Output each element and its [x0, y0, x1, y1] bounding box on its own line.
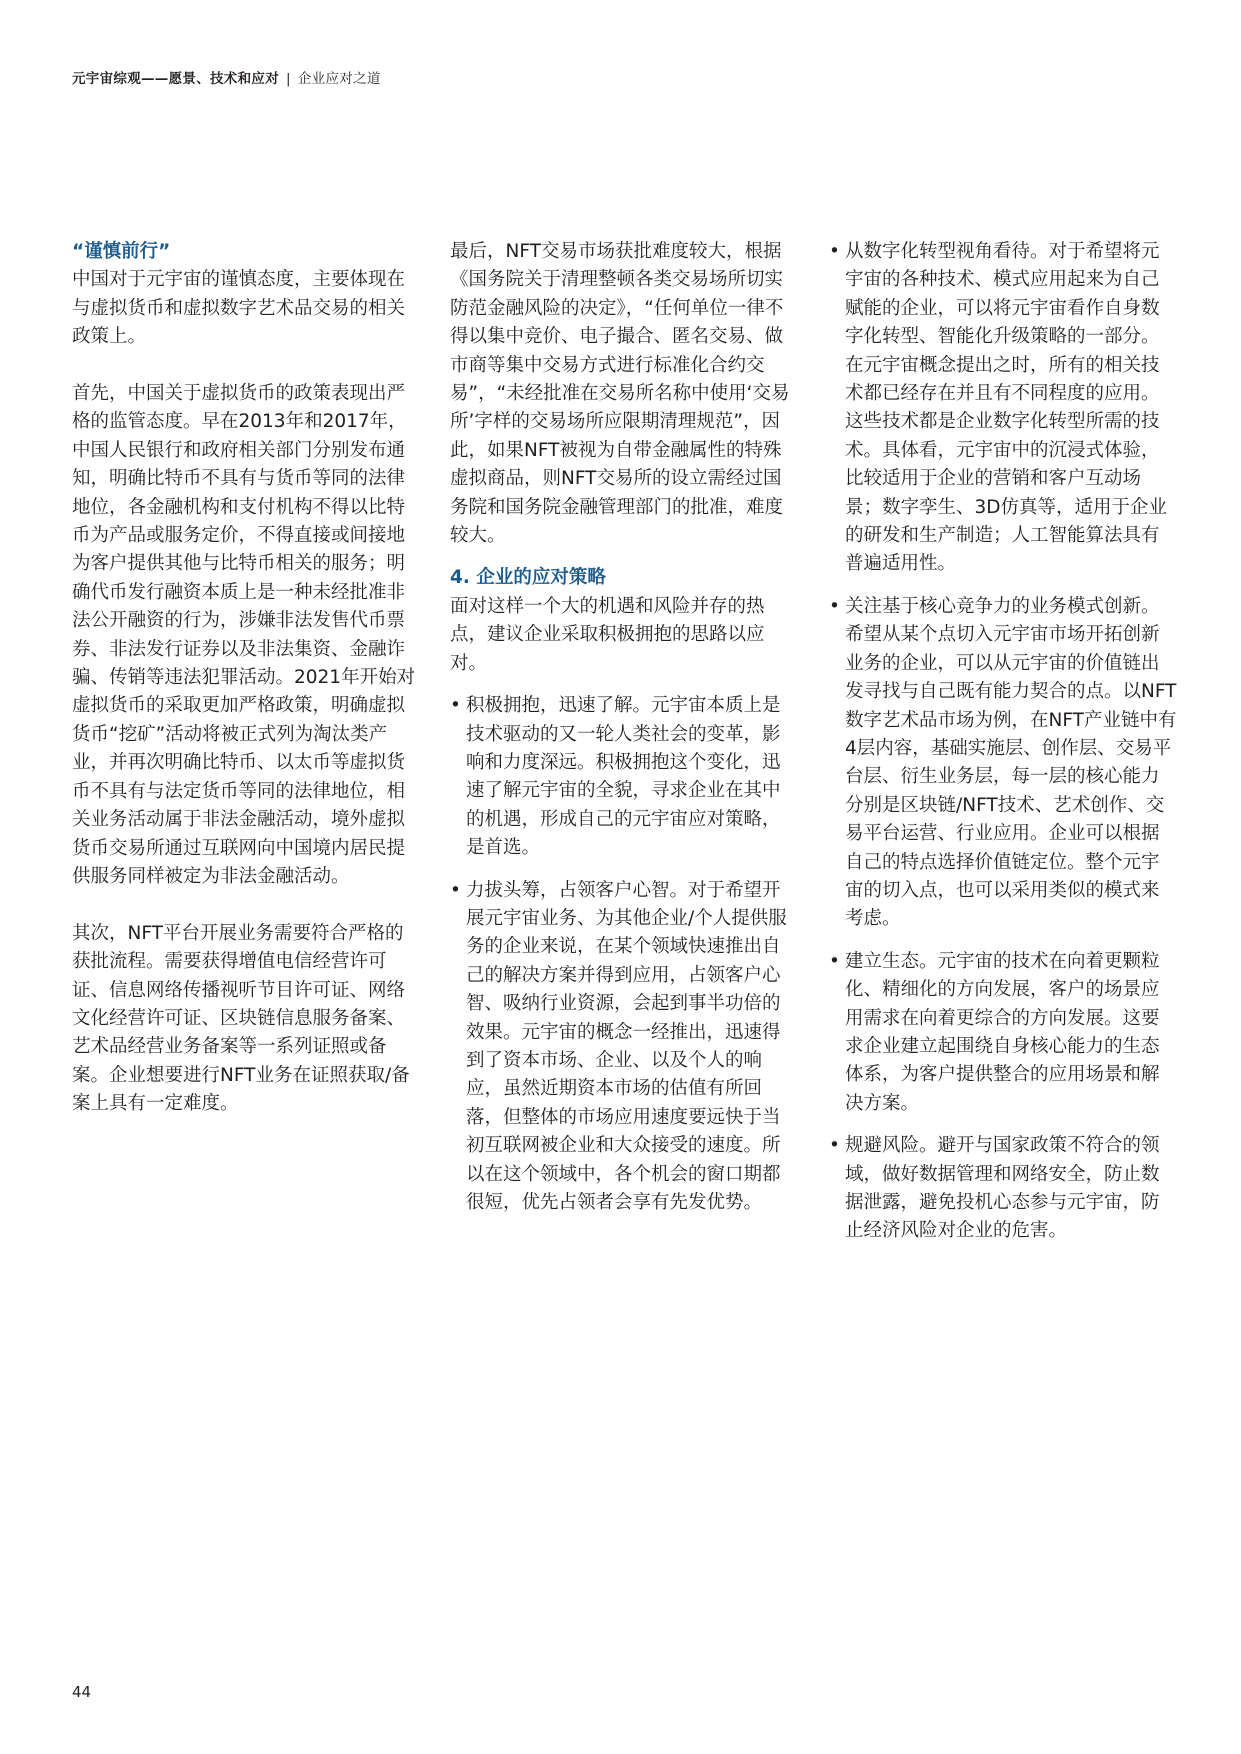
bullet-item: • 规避风险。避开与国家政策不符合的领域，做好数据管理和网络安全，防止数据泄露，避免投机心态参与元宇宙，防止经济风险对企业的危害。 — [829, 1132, 1177, 1246]
header-separator: | — [286, 71, 291, 87]
paragraph: 首先，中国关于虚拟货币的政策表现出严格的监管态度。早在2013年和2017年，中国人民银行和政府相关部门分别发布通知，明确比特币不具有与货币等同的法律地位，各金融机构和支付机构不得以比特币为产品或服务定价，不得直接或间接地为客户提供其他与比特币相关的服务；明确代币发行融资本质上是一种未经批准非法公开融资的行为，涉嫌非法发售代币票券、非法发行证券以及非法集资、金融诈骗、传销等违法犯罪活动。2021年开始对虚拟货币的采取更加严格政策，明确虚拟货币“挖矿”活动将被正式列为淘汰类产业，并再次明确比特币、以太币等虚拟货币不具有与法定货币等同的法律地位，相关业务活动属于非法金融活动，境外虚拟货币交易所通过互联网向中国境内居民提供服务同样被定为非法金融活动。 — [72, 383, 416, 887]
paragraph: 面对这样一个大的机遇和风险并存的热点，建议企业采取积极拥抱的思路以应对。 — [450, 595, 765, 674]
column-1 — [72, 238, 420, 1119]
running-header — [72, 67, 381, 87]
paragraph: 最后，NFT交易市场获批难度较大，根据《国务院关于清理整顿各类交易场所切实防范金融风险的决定》，“任何单位一律不得以集中竞价、电子撮合、匿名交易、做市商等集中交易方式进行标准化合约交易”，“未经批准在交易所名称中使用‘交易所’字样的交易场所应限期清理规范”，因此，如果NFT被视为自带金融属性的特殊虚拟商品，则NFT交易所的设立需经过国务院和国务院金融管理部门的批准，难度较大。 — [450, 241, 790, 547]
section-heading-strategy: 4. 企业的应对策略 — [450, 567, 606, 589]
paragraph: 其次，NFT平台开展业务需要符合严格的获批流程。需要获得增值电信经营许可证、信息网络传播视听节目许可证、网络文化经营许可证、区块链信息服务备案、艺术品经营业务备案等一系列证照或备案。企业想要进行NFT业务在证照获取/备案上具有一定难度。 — [72, 922, 410, 1115]
paragraph: 中国对于元宇宙的谨慎态度，主要体现在与虚拟货币和虚拟数字艺术品交易的相关政策上。 — [72, 269, 406, 348]
section-heading-caution: “谨慎前行” — [72, 241, 171, 262]
column-2 — [450, 238, 798, 1217]
bullet-item: • 建立生态。元宇宙的技术在向着更颗粒化、精细化的方向发展，客户的场景应用需求在向着更综合的方向发展。这要求企业建立起围绕自身核心能力的生态体系，为客户提供整合的应用场景和解决方案。 — [829, 948, 1177, 1118]
bullet-item: • 从数字化转型视角看待。对于希望将元宇宙的各种技术、模式应用起来为自己赋能的企业，可以将元宇宙看作自身数字化转型、智能化升级策略的一部分。在元宇宙概念提出之时，所有的相关技术都已经存在并且有不同程度的应用。这些技术都是企业数字化转型所需的技术。具体看，元宇宙中的沉浸式体验，比较适用于企业的营销和客户互动场景；数字孪生、3D仿真等，适用于企业的研发和生产制造；人工智能算法具有普遍适用性。 — [829, 238, 1177, 579]
column-3 — [829, 238, 1177, 1246]
header-title: 元宇宙综观——愿景、技术和应对 — [72, 71, 279, 87]
page-number: 44 — [72, 1683, 92, 1701]
header-section: 企业应对之道 — [297, 71, 381, 87]
bullet-item: • 积极拥抱，迅速了解。元宇宙本质上是技术驱动的又一轮人类社会的变革，影响和力度深远。积极拥抱这个变化，迅速了解元宇宙的全貌，寻求企业在其中的机遇，形成自己的元宇宙应对策略，是首选。 — [450, 692, 798, 862]
bullet-item: • 关注基于核心竞争力的业务模式创新。希望从某个点切入元宇宙市场开拓创新业务的企业，可以从元宇宙的价值链出发寻找与自己既有能力契合的点。以NFT数字艺术品市场为例，在NFT产业链中有4层内容，基础实施层、创作层、交易平台层、衍生业务层，每一层的核心能力分别是区块链/NFT技术、艺术创作、交易平台运营、行业应用。企业可以根据自己的特点选择价值链定位。整个元宇宙的切入点，也可以采用类似的模式来考虑。 — [829, 593, 1177, 934]
bullet-item: • 力拔头筹，占领客户心智。对于希望开展元宇宙业务、为其他企业/个人提供服务的企业来说，在某个领域快速推出自己的解决方案并得到应用，占领客户心智、吸纳行业资源，会起到事半功倍的效果。元宇宙的概念一经推出，迅速得到了资本市场、企业、以及个人的响应，虽然近期资本市场的估值有所回落，但整体的市场应用速度要远快于当初互联网被企业和大众接受的速度。所以在这个领域中，各个机会的窗口期都很短，优先占领者会享有先发优势。 — [450, 877, 798, 1218]
